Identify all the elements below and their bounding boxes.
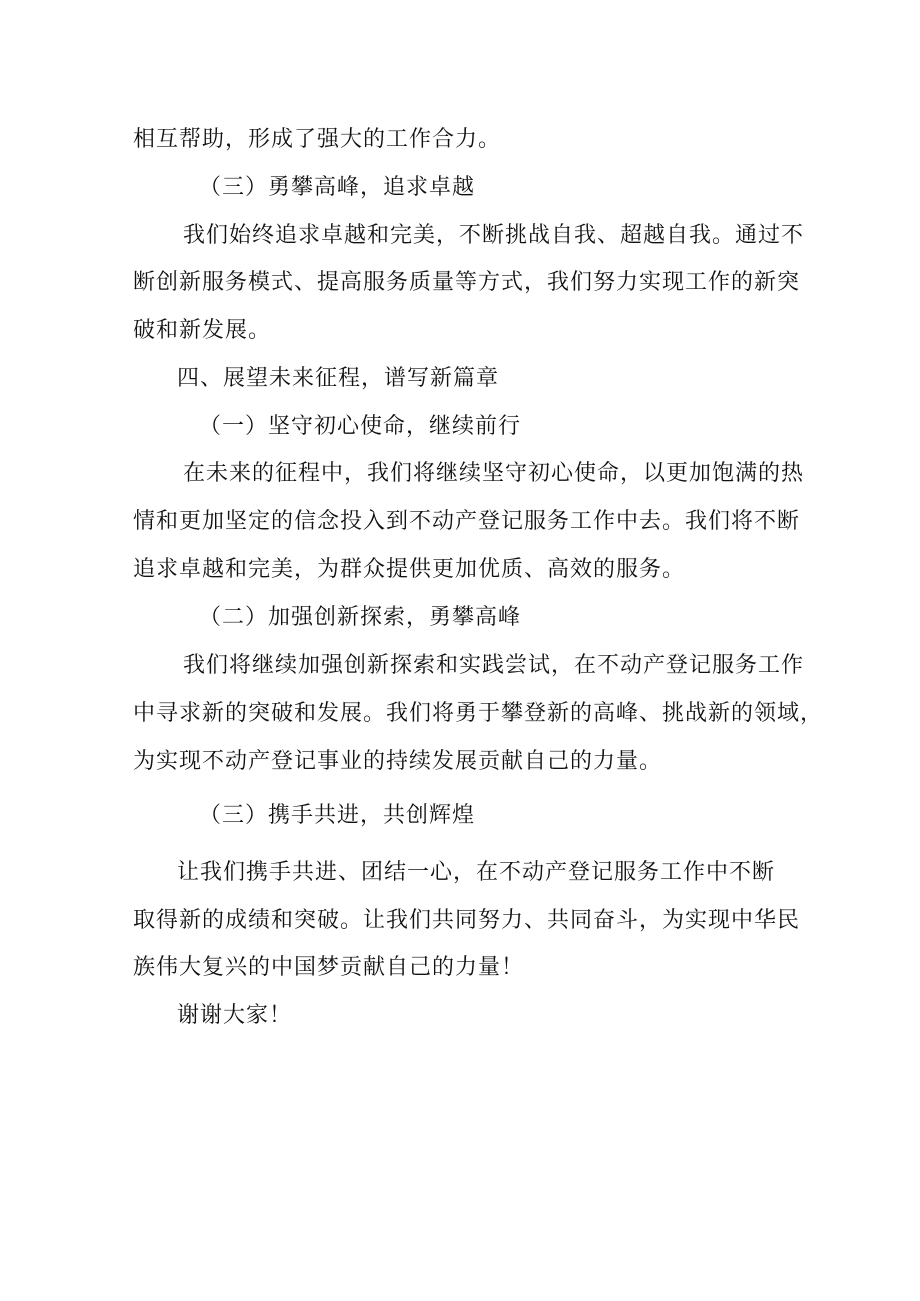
subsection-heading: （三）携手共进，共创辉煌 bbox=[199, 803, 476, 828]
subsection-heading: （一）坚守初心使命，继续前行 bbox=[199, 414, 522, 439]
body-line: 追求卓越和完美，为群众提供更加优质、高效的服务。 bbox=[133, 557, 686, 582]
closing-line: 谢谢大家！ bbox=[177, 1003, 293, 1028]
body-line: 我们将继续加强创新探索和实践尝试，在不动产登记服务工作 bbox=[183, 653, 805, 678]
body-line: 在未来的征程中，我们将继续坚守初心使命，以更加饱满的热 bbox=[183, 461, 805, 486]
subsection-heading: （二）加强创新探索，勇攀高峰 bbox=[199, 605, 522, 630]
body-line: 情和更加坚定的信念投入到不动产登记服务工作中去。我们将不断 bbox=[133, 509, 801, 534]
body-line: 破和新发展。 bbox=[133, 318, 272, 343]
body-line: 让我们携手共进、团结一心，在不动产登记服务工作中不断 bbox=[177, 860, 776, 885]
body-line: 取得新的成绩和突破。让我们共同努力、共同奋斗，为实现中华民 bbox=[133, 908, 801, 933]
body-line: 断创新服务模式、提高服务质量等方式，我们努力实现工作的新突 bbox=[133, 270, 801, 295]
body-line: 我们始终追求卓越和完美，不断挑战自我、超越自我。通过不 bbox=[183, 223, 805, 248]
body-line: 族伟大复兴的中国梦贡献自己的力量！ bbox=[133, 955, 525, 980]
subsection-heading: （三）勇攀高峰，追求卓越 bbox=[199, 175, 476, 200]
body-line: 相互帮助，形成了强大的工作合力。 bbox=[133, 127, 502, 152]
section-heading: 四、展望未来征程，谱写新篇章 bbox=[177, 366, 500, 391]
body-line: 为实现不动产登记事业的持续发展贡献自己的力量。 bbox=[133, 749, 663, 774]
body-line: 中寻求新的突破和发展。我们将勇于攀登新的高峰、挑战新的领域， bbox=[133, 701, 824, 726]
